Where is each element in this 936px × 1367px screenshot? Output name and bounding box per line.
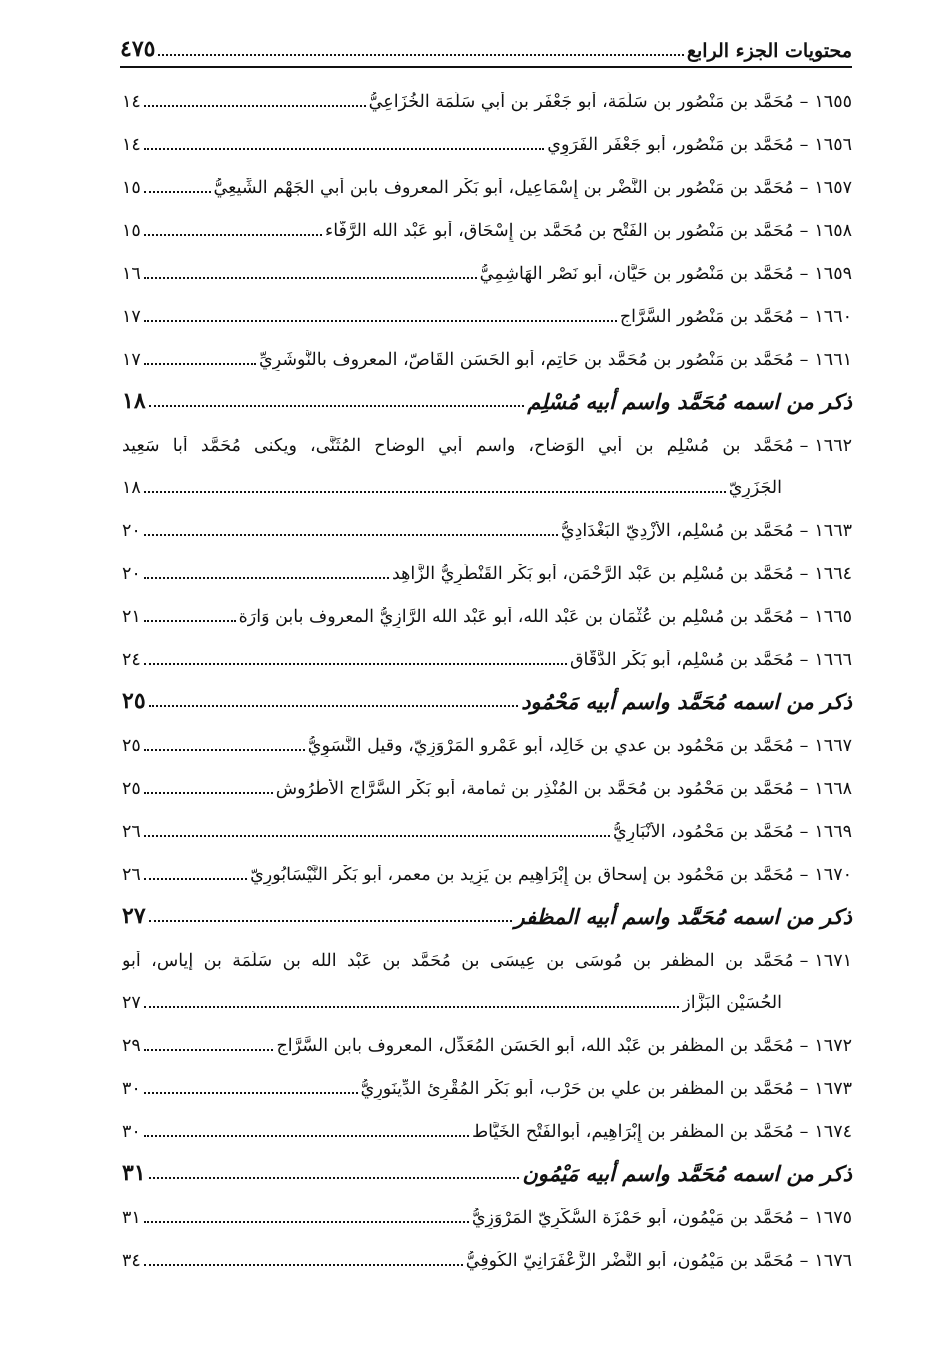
toc-entry xyxy=(122,1100,852,1143)
entry-page-number: ٢٦ xyxy=(122,822,141,842)
dot-leader xyxy=(149,405,525,407)
dot-leader xyxy=(144,534,558,536)
section-title: ذكر من اسمه مُحَمَّد واسم أبيه مُسْلِم xyxy=(527,389,852,414)
entry-title: مُحَمَّد بن مُسْلِم بن عَبْد الرَّحْمَن، أبو بَكْر القَنْطَرِيُّ الزَّاهِد xyxy=(392,564,794,584)
section-title: ذكر من اسمه مُحَمَّد واسم أبيه مَحْمُود xyxy=(521,689,852,714)
dot-leader xyxy=(144,148,544,150)
entry-page-number: ١٤ xyxy=(122,92,141,112)
dot-leader xyxy=(144,234,322,236)
entry-title: مُحَمَّد بن مَحْمُود بن مُحَمَّد بن المُنْذِر بن ثمامة، أبو بَكْر السَّرَّاج الأَطْرُوش xyxy=(275,779,794,799)
section-page-number: ٢٥ xyxy=(122,688,146,714)
entry-dash: – xyxy=(799,92,809,112)
toc-entry xyxy=(122,843,852,886)
entry-title: مُحَمَّد بن مُسْلِم، أبو بَكْر الدَّقَّاق xyxy=(569,650,794,670)
section-heading xyxy=(122,1143,852,1186)
entry-page-number: ٢٧ xyxy=(122,993,141,1013)
entry-title: مُحَمَّد بن مَحْمُود بن إسحاق بن إِبْرَاهِيم بن يَزِيد بن معمر، أبو بَكْر النَّيْسَابُورِيّ xyxy=(250,865,794,885)
entry-number: ١٦٦٩ xyxy=(814,822,852,842)
entry-page-number: ٢٩ xyxy=(122,1036,141,1056)
entry-dash: – xyxy=(799,736,809,756)
entry-dash: – xyxy=(799,1251,809,1271)
toc-entry xyxy=(122,414,852,457)
toc-entry xyxy=(122,542,852,585)
entry-page-number: ١٦ xyxy=(122,264,141,284)
section-page-number: ١٨ xyxy=(122,388,146,414)
entry-number: ١٦٦٣ xyxy=(814,521,852,541)
section-heading xyxy=(122,886,852,929)
entry-title: مُحَمَّد بن مَحْمُود، الأَنْبَارِيُّ xyxy=(613,822,794,842)
entry-title: مُحَمَّد بن المظفر بن عَبْد الله، أبو الحَسَن المُعَدِّل، المعروف بابن السَّرَّاج xyxy=(276,1036,794,1056)
entry-title: مُحَمَّد بن مَحْمُود بن عدي بن خَالِد، أبو عَمْرو المَرْوَزِيّ، وقيل النَّسَوِيُّ xyxy=(307,736,794,756)
entry-dash: – xyxy=(799,1122,809,1142)
entry-dash: – xyxy=(799,135,809,155)
toc-entry xyxy=(122,199,852,242)
entry-dash: – xyxy=(799,1036,809,1056)
dot-leader xyxy=(144,1135,469,1137)
dot-leader xyxy=(144,277,477,279)
entry-dash: – xyxy=(799,178,809,198)
entry-title: مُحَمَّد بن مُسْلِم، الأَزْدِيّ البَغْدَادِيُّ xyxy=(560,521,794,541)
toc-entry xyxy=(122,242,852,285)
header-title: محتويات الجزء الرابع xyxy=(686,40,852,62)
toc-list xyxy=(122,70,852,1272)
toc-entry xyxy=(122,714,852,757)
entry-page-number: ٣٠ xyxy=(122,1122,141,1142)
entry-dash: – xyxy=(799,521,809,541)
toc-entry xyxy=(122,1186,852,1229)
entry-number: ١٦٧٢ xyxy=(814,1036,852,1056)
entry-dash: – xyxy=(799,779,809,799)
entry-page-number: ١٨ xyxy=(122,478,141,498)
section-page-number: ٢٧ xyxy=(122,903,146,929)
entry-title-continued: الحُسَيْن البَزَّاز xyxy=(682,993,782,1013)
dot-leader xyxy=(144,663,567,665)
dot-leader xyxy=(144,1264,463,1266)
entry-page-number: ٢٠ xyxy=(122,521,141,541)
toc-entry xyxy=(122,1057,852,1100)
toc-entry-continuation xyxy=(122,972,852,1014)
dot-leader xyxy=(144,749,305,751)
entry-dash: – xyxy=(799,1208,809,1228)
entry-number: ١٦٥٧ xyxy=(814,178,852,198)
toc-entry xyxy=(122,929,852,972)
entry-number: ١٦٧٠ xyxy=(814,865,852,885)
entry-page-number: ٢١ xyxy=(122,607,141,627)
entry-page-number: ٢٥ xyxy=(122,736,141,756)
entry-dash: – xyxy=(799,221,809,241)
entry-number: ١٦٥٨ xyxy=(814,221,852,241)
entry-page-number: ١٥ xyxy=(122,178,141,198)
entry-dash: – xyxy=(799,564,809,584)
header-rule xyxy=(120,66,852,68)
dot-leader xyxy=(158,54,683,56)
entry-dash: – xyxy=(799,1079,809,1099)
entry-title: مُحَمَّد بن مَيْمُون، أبو حَمْزَة السُّكَّرِيّ المَرْوَزِيُّ xyxy=(471,1208,794,1228)
entry-dash: – xyxy=(799,865,809,885)
toc-entry xyxy=(122,585,852,628)
entry-number: ١٦٧٣ xyxy=(814,1079,852,1099)
entry-title: مُحَمَّد بن مَنْصُور بن الفَتْح بن مُحَمَّد بن إِسْحَاق، أبو عَبْد الله الرَّفَّاء xyxy=(325,221,794,241)
toc-entry xyxy=(122,156,852,199)
entry-page-number: ٢٠ xyxy=(122,564,141,584)
entry-dash: – xyxy=(799,951,809,971)
entry-number: ١٦٦٥ xyxy=(814,607,852,627)
dot-leader xyxy=(149,1177,520,1179)
entry-title: مُحَمَّد بن المظفر بن إِبْرَاهِيم، أبوالفَتْح الخَيَّاط xyxy=(471,1122,794,1142)
entry-page-number: ٣٤ xyxy=(122,1251,141,1271)
header-page-number: ٤٧٥ xyxy=(120,36,156,62)
toc-entry xyxy=(122,1229,852,1272)
dot-leader xyxy=(144,620,236,622)
entry-dash: – xyxy=(799,650,809,670)
entry-page-number: ١٤ xyxy=(122,135,141,155)
entry-number: ١٦٦١ xyxy=(814,350,852,370)
section-title: ذكر من اسمه مُحَمَّد واسم أبيه مَيْمُون xyxy=(522,1161,852,1186)
dot-leader xyxy=(144,792,273,794)
section-heading xyxy=(122,671,852,714)
toc-entry xyxy=(122,757,852,800)
entry-page-number: ١٧ xyxy=(122,350,141,370)
toc-entry xyxy=(122,285,852,328)
dot-leader xyxy=(144,835,610,837)
toc-entry xyxy=(122,328,852,371)
entry-number: ١٦٦٢ xyxy=(814,436,852,456)
entry-number: ١٦٦٠ xyxy=(814,307,852,327)
entry-number: ١٦٧٥ xyxy=(814,1208,852,1228)
entry-page-number: ٢٤ xyxy=(122,650,141,670)
entry-page-number: ٣٠ xyxy=(122,1079,141,1099)
entry-title: مُحَمَّد بن مُسْلِم بن عُثْمَان بن عَبْد الله، أبو عَبْد الله الرَّازِيُّ المعروف بابن وَارَة xyxy=(238,607,794,627)
dot-leader xyxy=(144,363,256,365)
toc-entry xyxy=(122,113,852,156)
toc-entry-continuation xyxy=(122,457,852,499)
entry-dash: – xyxy=(799,607,809,627)
entry-title: مُحَمَّد بن مَيْمُون، أبو النَّضْر الزَّعْفَرَانِيّ الكُوفِيُّ xyxy=(465,1251,794,1271)
entry-title: مُحَمَّد بن مُسْلِم بن أبي الوَضاح، واسم أبي الوضاح المُثَنَّى، ويكنى مُحَمَّد أبا سَعِيد xyxy=(122,436,794,456)
dot-leader xyxy=(144,1092,358,1094)
entry-number: ١٦٧١ xyxy=(814,951,852,971)
entry-title: مُحَمَّد بن المظفر بن مُوسَى بن عِيسَى بن مُحَمَّد بن عَبْد الله بن سَلَمَة بن إياس، أبو xyxy=(122,951,794,971)
entry-page-number: ١٥ xyxy=(122,221,141,241)
entry-number: ١٦٦٨ xyxy=(814,779,852,799)
dot-leader xyxy=(144,577,389,579)
entry-title: مُحَمَّد بن مَنْصُور، أبو جَعْفَر الفَرَوِي xyxy=(547,135,794,155)
toc-entry xyxy=(122,1014,852,1057)
entry-page-number: ٢٦ xyxy=(122,865,141,885)
toc-entry xyxy=(122,628,852,671)
toc-entry xyxy=(122,800,852,843)
dot-leader xyxy=(144,491,726,493)
section-page-number: ٣١ xyxy=(122,1160,146,1186)
entry-title: مُحَمَّد بن مَنْصُور بن سَلَمَة، أبو جَعْفَر بن أبي سَلَمَة الخُزَاعِيُّ xyxy=(368,92,794,112)
dot-leader xyxy=(149,920,512,922)
dot-leader xyxy=(149,705,519,707)
entry-number: ١٦٥٥ xyxy=(814,92,852,112)
entry-title: مُحَمَّد بن مَنْصُور بن مُحَمَّد بن حَاتِم، أبو الحَسَن القَاصّ، المعروف بالنُّوشَرِيِّ xyxy=(259,350,794,370)
entry-number: ١٦٥٩ xyxy=(814,264,852,284)
dot-leader xyxy=(144,105,366,107)
entry-page-number: ٢٥ xyxy=(122,779,141,799)
entry-title: مُحَمَّد بن مَنْصُور بن النَّضْر بن إِسْمَاعِيل، أبو بَكْر المعروف بابن أبي الجَهْم الشِّيعِيُّ xyxy=(213,178,794,198)
entry-dash: – xyxy=(799,264,809,284)
entry-number: ١٦٦٧ xyxy=(814,736,852,756)
running-header xyxy=(120,34,852,62)
entry-number: ١٦٧٦ xyxy=(814,1251,852,1271)
entry-number: ١٦٦٦ xyxy=(814,650,852,670)
toc-entry xyxy=(122,70,852,113)
dot-leader xyxy=(144,1221,469,1223)
entry-number: ١٦٧٤ xyxy=(814,1122,852,1142)
dot-leader xyxy=(144,1006,679,1008)
entry-dash: – xyxy=(799,350,809,370)
section-heading xyxy=(122,371,852,414)
entry-title-continued: الجَزَرِيّ xyxy=(728,478,782,498)
toc-entry xyxy=(122,499,852,542)
entry-title: مُحَمَّد بن المظفر بن علي بن حَرْب، أبو بَكْر المُقْرِئ الدِّينَورِيُّ xyxy=(360,1079,794,1099)
dot-leader xyxy=(144,320,617,322)
section-title: ذكر من اسمه مُحَمَّد واسم أبيه المظفر xyxy=(514,904,852,929)
entry-dash: – xyxy=(799,436,809,456)
entry-dash: – xyxy=(799,307,809,327)
entry-title: مُحَمَّد بن مَنْصُور السَّرَّاج xyxy=(619,307,794,327)
dot-leader xyxy=(144,878,247,880)
entry-dash: – xyxy=(799,822,809,842)
entry-title: مُحَمَّد بن مَنْصُور بن حَيَّان، أبو نَصْر الهَاشِمِيُّ xyxy=(479,264,794,284)
entry-number: ١٦٥٦ xyxy=(814,135,852,155)
entry-page-number: ٣١ xyxy=(122,1208,141,1228)
dot-leader xyxy=(144,191,211,193)
entry-page-number: ١٧ xyxy=(122,307,141,327)
dot-leader xyxy=(144,1049,274,1051)
entry-number: ١٦٦٤ xyxy=(814,564,852,584)
